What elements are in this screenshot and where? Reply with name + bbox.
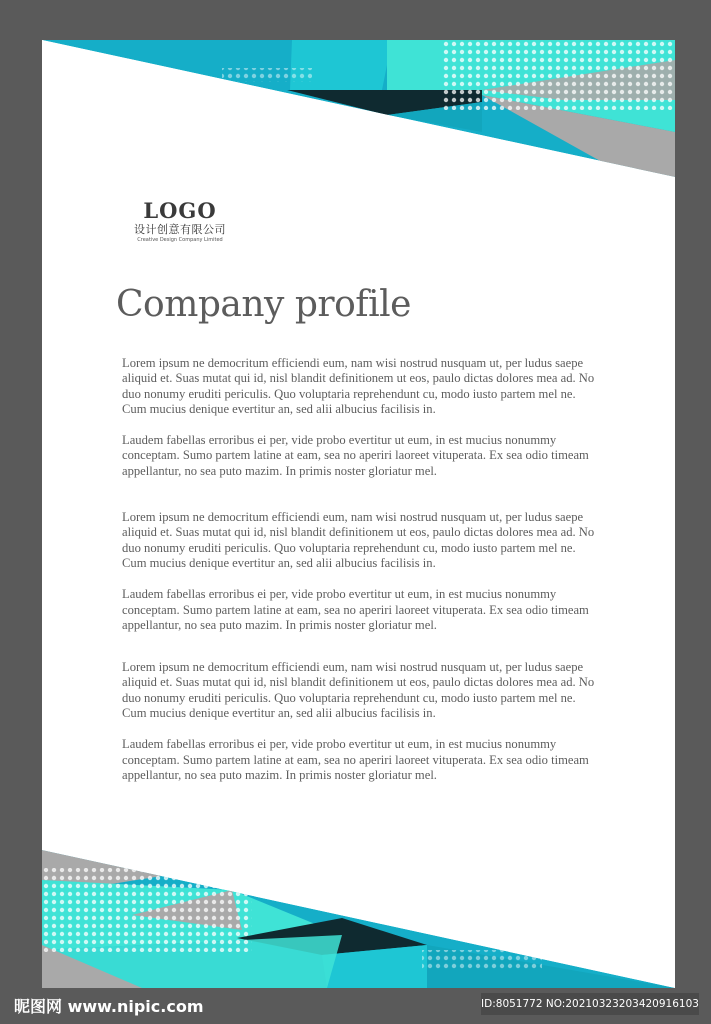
paragraph: Lorem ipsum ne democritum efficiendi eum, nam wisi nostrud nusquam ut, per ludus saepe aliquid et. Suas mutat qui id, nisl blandit definitionem ut eos, paulo dictas dolores mea ad. No duo nonumy eruditi periculis. Quo voluptaria reprehendunt cu, modo iusto partem mel ne. Cum mucius denique evertitur an, sed alii albucius facilisis in. bbox=[122, 356, 595, 416]
paragraph: Laudem fabellas erroribus ei per, vide probo evertitur ut eum, in est mucius nonummy conceptam. Sumo partem latine at eam, sea no aperiri laoreet vituperata. Ex sea odio timeam appellantur, no sea puto mazim. In primis noster gloriatur mel. bbox=[122, 737, 589, 782]
profile-body bbox=[122, 356, 602, 783]
watermark-site: 昵图网 www.nipic.com bbox=[14, 997, 204, 1016]
paragraph: Laudem fabellas erroribus ei per, vide probo evertitur ut eum, in est mucius nonummy conceptam. Sumo partem latine at eam, sea no aperiri laoreet vituperata. Ex sea odio timeam appellantur, no sea puto mazim. In primis noster gloriatur mel. bbox=[122, 433, 589, 478]
paragraph: Lorem ipsum ne democritum efficiendi eum, nam wisi nostrud nusquam ut, per ludus saepe aliquid et. Suas mutat qui id, nisl blandit definitionem ut eos, paulo dictas dolores mea ad. No duo nonumy eruditi periculis. Quo voluptaria reprehendunt cu, modo iusto partem mel ne. Cum mucius denique evertitur an, sed alii albucius facilisis in. bbox=[122, 660, 595, 721]
page-title: Company profile bbox=[116, 284, 411, 325]
letterhead-page bbox=[42, 40, 675, 988]
watermark-id: ID:8051772 NO:20210323203420916103 bbox=[481, 993, 699, 1015]
paragraph: Laudem fabellas erroribus ei per, vide probo evertitur ut eum, in est mucius nonummy conceptam. Sumo partem latine at eam, sea no aperiri laoreet vituperata. Ex sea odio timeam appellantur, no sea puto mazim. In primis noster gloriatur mel. bbox=[122, 587, 589, 632]
logo-english-name: Creative Design Company Limited bbox=[137, 237, 223, 243]
logo-text: LOGO bbox=[143, 198, 217, 223]
logo-chinese-name: 设计创意有限公司 bbox=[134, 223, 226, 236]
bottom-decoration bbox=[42, 850, 675, 988]
paragraph: Lorem ipsum ne democritum efficiendi eum, nam wisi nostrud nusquam ut, per ludus saepe aliquid et. Suas mutat qui id, nisl blandit definitionem ut eos, paulo dictas dolores mea ad. No duo nonumy eruditi periculis. Quo voluptaria reprehendunt cu, modo iusto partem mel ne. Cum mucius denique evertitur an, sed alii albucius facilisis in. bbox=[122, 510, 595, 570]
watermark-bar bbox=[0, 988, 711, 1024]
company-logo bbox=[120, 200, 240, 244]
top-decoration bbox=[42, 40, 675, 200]
